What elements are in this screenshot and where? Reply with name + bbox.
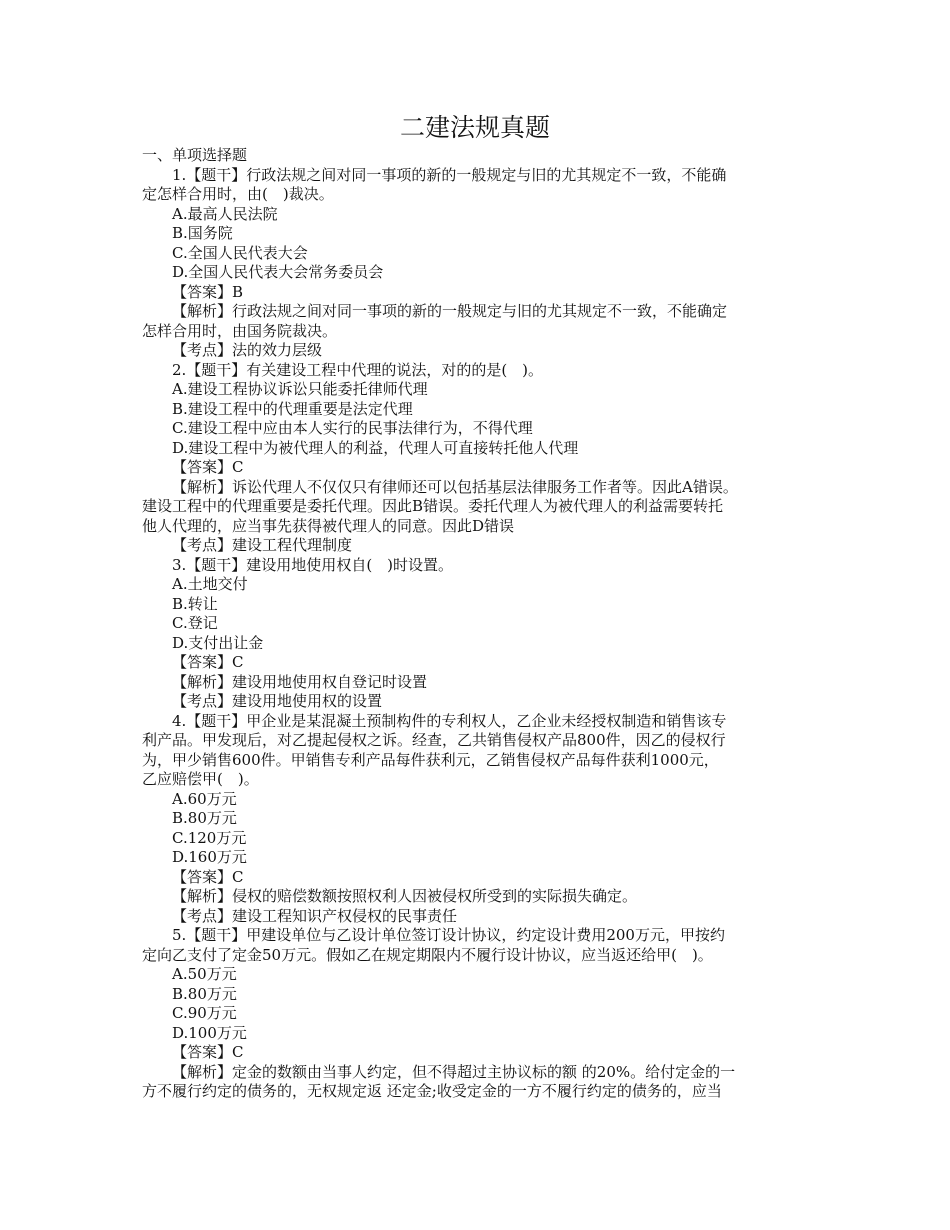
page-title: 二建法规真题 <box>399 113 550 142</box>
answer-key: 【答案】C <box>172 653 244 671</box>
document-body <box>142 146 814 1102</box>
question-stem: 定怎样合用时，由( )裁决。 <box>142 185 334 203</box>
analysis-text: 方不履行约定的债务的，无权规定返 还定金;收受定金的一方不履行约定的债务的，应当 <box>142 1082 722 1100</box>
analysis-text: 【解析】定金的数额由当事人约定，但不得超过主协议标的额 的20%。给付定金的一 <box>172 1062 736 1081</box>
question-stem: 5.【题干】甲建设单位与乙设计单位签订设计协议，约定设计费用200万元，甲按约 <box>172 926 725 944</box>
answer-option: C.建设工程中应由本人实行的民事法律行为，不得代理 <box>172 419 533 437</box>
answer-option: C.登记 <box>172 614 218 632</box>
answer-option: C.全国人民代表大会 <box>172 243 308 262</box>
question-stem: 定向乙支付了定金50万元。假如乙在规定期限内不履行设计协议，应当返还给甲( )。 <box>142 945 713 964</box>
question-stem: 乙应赔偿甲( )。 <box>142 770 259 788</box>
answer-option: A.50万元 <box>172 965 237 983</box>
answer-option: C.120万元 <box>172 828 247 847</box>
analysis-text: 怎样合用时，由国务院裁决。 <box>142 321 338 340</box>
question-stem: 2.【题干】有关建设工程中代理的说法，对的的是( )。 <box>172 360 544 379</box>
topic-point: 【考点】法的效力层级 <box>172 341 323 359</box>
answer-option: C.90万元 <box>172 1004 237 1022</box>
answer-key: 【答案】B <box>172 282 244 301</box>
analysis-text: 【解析】行政法规之间对同一事项的新的一般规定与旧的尤其规定不一致，不能确定 <box>172 302 728 320</box>
answer-option: B.80万元 <box>172 984 237 1003</box>
answer-option: A.建设工程协议诉讼只能委托律师代理 <box>172 380 428 398</box>
answer-option: D.全国人民代表大会常务委员会 <box>172 263 384 281</box>
analysis-text: 建设工程中的代理重要是委托代理。因此B错误。委托代理人为被代理人的利益需要转托 <box>142 497 724 515</box>
answer-option: B.80万元 <box>172 809 237 827</box>
answer-option: D.160万元 <box>172 848 247 866</box>
answer-option: B.建设工程中的代理重要是法定代理 <box>172 399 413 418</box>
answer-option: D.支付出让金 <box>172 633 264 652</box>
answer-option: B.国务院 <box>172 224 233 242</box>
topic-point: 【考点】建设工程知识产权侵权的民事责任 <box>172 906 458 925</box>
analysis-text: 【解析】侵权的赔偿数额按照权利人因被侵权所受到的实际损失确定。 <box>172 887 638 905</box>
answer-option: D.100万元 <box>172 1023 247 1042</box>
question-stem: 为，甲少销售600件。甲销售专利产品每件获利元，乙销售侵权产品每件获利1000元， <box>142 750 719 769</box>
section-heading: 一、单项选择题 <box>142 146 248 164</box>
answer-key: 【答案】C <box>172 1043 244 1061</box>
question-stem: 利产品。甲发现后，对乙提起侵权之诉。经查，乙共销售侵权产品800件，因乙的侵权行 <box>142 731 726 749</box>
answer-option: A.60万元 <box>172 789 237 808</box>
analysis-text: 【解析】诉讼代理人不仅仅只有律师还可以包括基层法律服务工作者等。因此A错误。 <box>172 477 738 496</box>
analysis-text: 他人代理的，应当事先获得被代理人的同意。因此D错误 <box>142 516 515 535</box>
answer-option: A.土地交付 <box>172 575 248 593</box>
topic-point: 【考点】建设用地使用权的设置 <box>172 692 383 710</box>
answer-key: 【答案】C <box>172 458 244 476</box>
answer-option: D.建设工程中为被代理人的利益，代理人可直接转托他人代理 <box>172 438 579 457</box>
answer-option: B.转让 <box>172 594 218 613</box>
answer-option: A.最高人民法院 <box>172 204 278 223</box>
question-stem: 1.【题干】行政法规之间对同一事项的新的一般规定与旧的尤其规定不一致，不能确 <box>172 165 727 184</box>
question-stem: 4.【题干】甲企业是某混凝土预制构件的专利权人，乙企业未经授权制造和销售该专 <box>172 711 727 730</box>
analysis-text: 【解析】建设用地使用权自登记时设置 <box>172 672 428 691</box>
question-stem: 3.【题干】建设用地使用权自( )时设置。 <box>172 555 454 574</box>
answer-key: 【答案】C <box>172 867 244 886</box>
topic-point: 【考点】建设工程代理制度 <box>172 536 353 554</box>
